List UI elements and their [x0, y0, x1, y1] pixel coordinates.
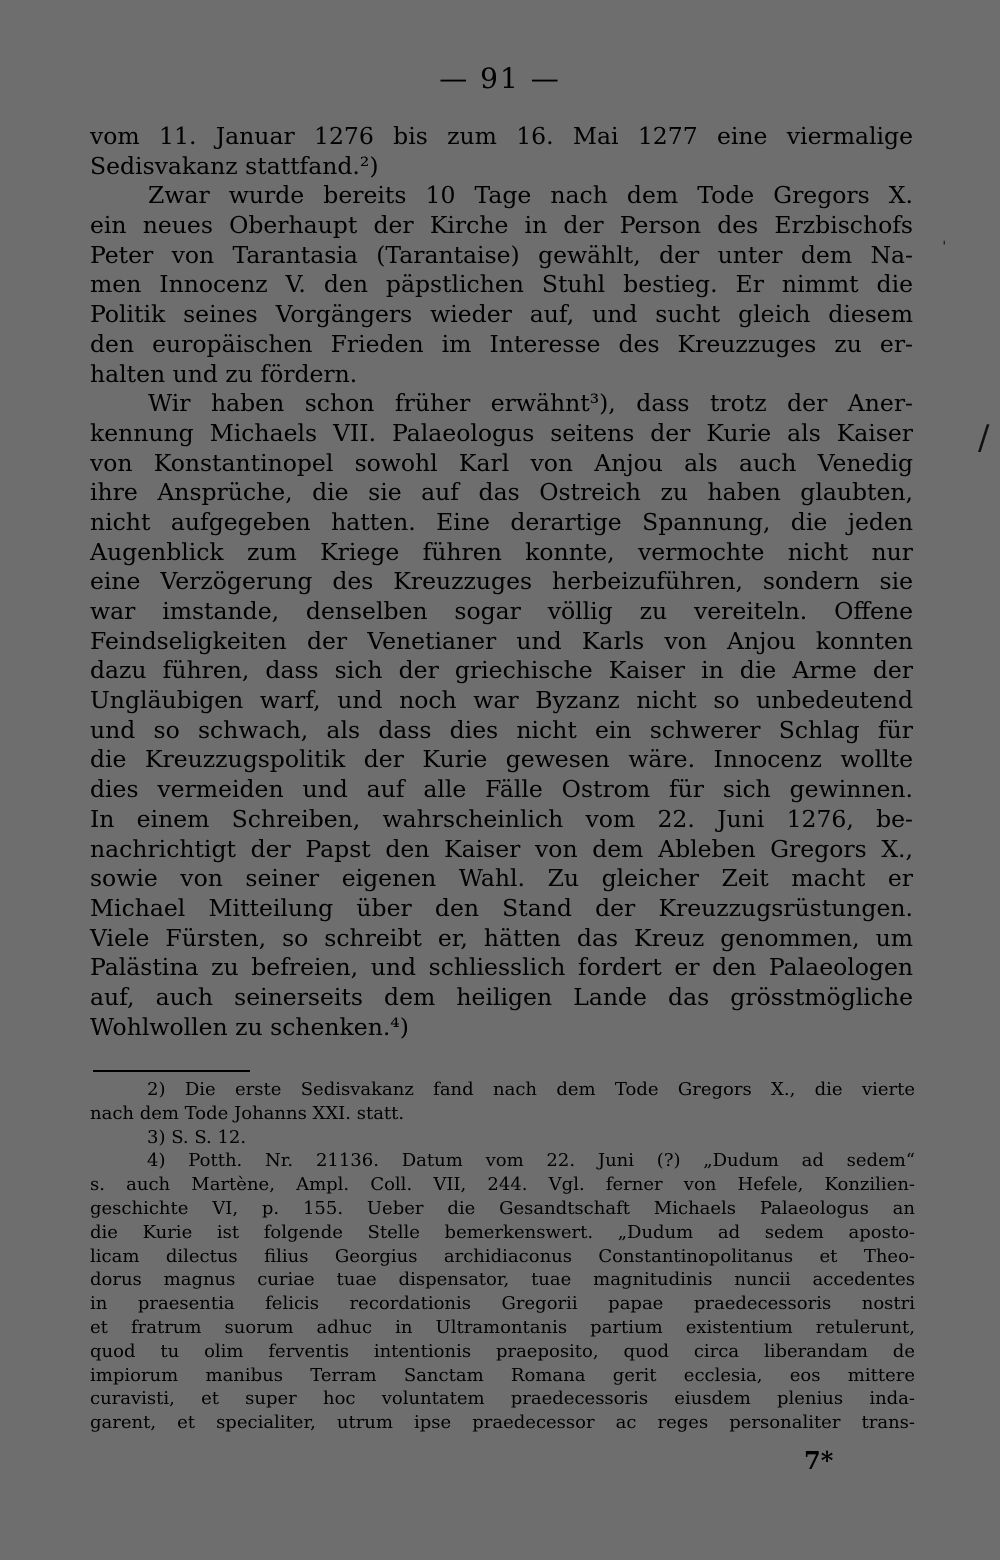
- footnote-line: impiorum manibus Terram Sanctam Romana gerit ecclesia, eos mittere: [90, 1364, 915, 1386]
- body-line: Augenblick zum Kriege führen konnte, vermochte nicht nur: [90, 537, 913, 566]
- body-line: Zwar wurde bereits 10 Tage nach dem Tode Gregors X.: [148, 181, 913, 210]
- body-line: men Innocenz V. den päpstlichen Stuhl bestieg. Er nimmt die: [90, 270, 913, 299]
- margin-mark: /: [978, 418, 990, 458]
- footnote-line: in praesentia felicis recordationis Gregorii papae praedecessoris nostri: [90, 1293, 915, 1315]
- margin-mark: ˈ: [942, 238, 947, 257]
- signature-mark: 7*: [804, 1446, 834, 1475]
- body-line: auf, auch seinerseits dem heiligen Lande das grösstmögliche: [90, 982, 913, 1011]
- footnote-line: curavisti, et super hoc voluntatem praedecessoris eiusdem plenius inda-: [90, 1388, 915, 1410]
- page-number: — 91 —: [439, 62, 561, 95]
- footnote-line: die Kurie ist folgende Stelle bemerkenswert. „Dudum ad sedem aposto-: [90, 1221, 915, 1243]
- body-line: ein neues Oberhaupt der Kirche in der Person des Erzbischofs: [90, 211, 913, 240]
- footnote-line: geschichte VI, p. 155. Ueber die Gesandtschaft Michaels Palaeologus an: [90, 1197, 915, 1219]
- body-line: ihre Ansprüche, die sie auf das Ostreich zu haben glaubten,: [90, 478, 913, 507]
- footnote-line: garent, et specialiter, utrum ipse praedecessor ac reges personaliter trans-: [90, 1412, 915, 1434]
- body-line: Palästina zu befreien, und schliesslich fordert er den Palaeologen: [90, 953, 913, 982]
- footnote-line: 4) Potth. Nr. 21136. Datum vom 22. Juni (?) „Dudum ad sedem“: [147, 1150, 915, 1172]
- footnote-line: 3) S. S. 12.: [147, 1126, 247, 1148]
- footnote-line: dorus magnus curiae tuae dispensator, tuae magnitudinis nuncii accedentes: [90, 1269, 915, 1291]
- body-line: nachrichtigt der Papst den Kaiser von dem Ableben Gregors X.,: [90, 834, 913, 863]
- footnote-line: et fratrum suorum adhuc in Ultramontanis partium existentium retulerunt,: [90, 1316, 915, 1338]
- footnotes: [90, 1078, 915, 1435]
- body-line: halten und zu fördern.: [90, 359, 358, 388]
- body-line: vom 11. Januar 1276 bis zum 16. Mai 1277 eine viermalige: [90, 122, 913, 150]
- body-line: eine Verzögerung des Kreuzzuges herbeizuführen, sondern sie: [90, 567, 913, 596]
- footnote-line: 2) Die erste Sedisvakanz fand nach dem Tode Gregors X., die vierte: [147, 1079, 915, 1100]
- footnote-line: s. auch Martène, Ampl. Coll. VII, 244. Vgl. ferner von Hefele, Konzilien-: [90, 1174, 915, 1196]
- body-line: Viele Fürsten, so schreibt er, hätten das Kreuz genommen, um: [90, 923, 913, 952]
- footnote-line: quod tu olim ferventis intentionis praeposito, quod circa liberandam de: [90, 1340, 915, 1362]
- body-line: und so schwach, als dass dies nicht ein schwerer Schlag für: [90, 715, 913, 744]
- body-line: den europäischen Frieden im Interesse des Kreuzzuges zu er-: [90, 329, 913, 358]
- body-line: sowie von seiner eigenen Wahl. Zu gleicher Zeit macht er: [90, 864, 913, 893]
- body-line: Peter von Tarantasia (Tarantaise) gewählt, der unter dem Na-: [90, 240, 913, 269]
- body-line: dazu führen, dass sich der griechische Kaiser in die Arme der: [90, 656, 913, 685]
- body-line: Feindseligkeiten der Venetianer und Karls von Anjou konnten: [90, 626, 913, 655]
- footnote-line: licam dilectus filius Georgius archidiaconus Constantinopolitanus et Theo-: [90, 1245, 915, 1267]
- body-text: [90, 122, 913, 1042]
- body-line: Wohlwollen zu schenken.⁴): [90, 1012, 409, 1041]
- body-line: die Kreuzzugspolitik der Kurie gewesen wäre. Innocenz wollte: [90, 745, 913, 774]
- body-line: Ungläubigen warf, und noch war Byzanz nicht so unbedeutend: [90, 686, 913, 715]
- body-line: kennung Michaels VII. Palaeologus seitens der Kurie als Kaiser: [90, 418, 913, 447]
- body-line: nicht aufgegeben hatten. Eine derartige Spannung, die jeden: [90, 507, 913, 536]
- body-line: dies vermeiden und auf alle Fälle Ostrom für sich gewinnen.: [90, 775, 913, 804]
- body-line: von Konstantinopel sowohl Karl von Anjou als auch Venedig: [90, 448, 913, 477]
- footnote-rule: [93, 1070, 250, 1072]
- footnote-line: nach dem Tode Johanns XXI. statt.: [90, 1102, 405, 1124]
- body-line: In einem Schreiben, wahrscheinlich vom 22. Juni 1276, be-: [90, 804, 913, 833]
- body-line: Michael Mitteilung über den Stand der Kreuzzugsrüstungen.: [90, 893, 913, 922]
- body-line: Wir haben schon früher erwähnt³), dass trotz der Aner-: [148, 389, 913, 418]
- body-line: Politik seines Vorgängers wieder auf, und sucht gleich diesem: [90, 300, 913, 329]
- body-line: Sedisvakanz stattfand.²): [90, 151, 379, 180]
- body-line: war imstande, denselben sogar völlig zu vereiteln. Offene: [90, 597, 913, 625]
